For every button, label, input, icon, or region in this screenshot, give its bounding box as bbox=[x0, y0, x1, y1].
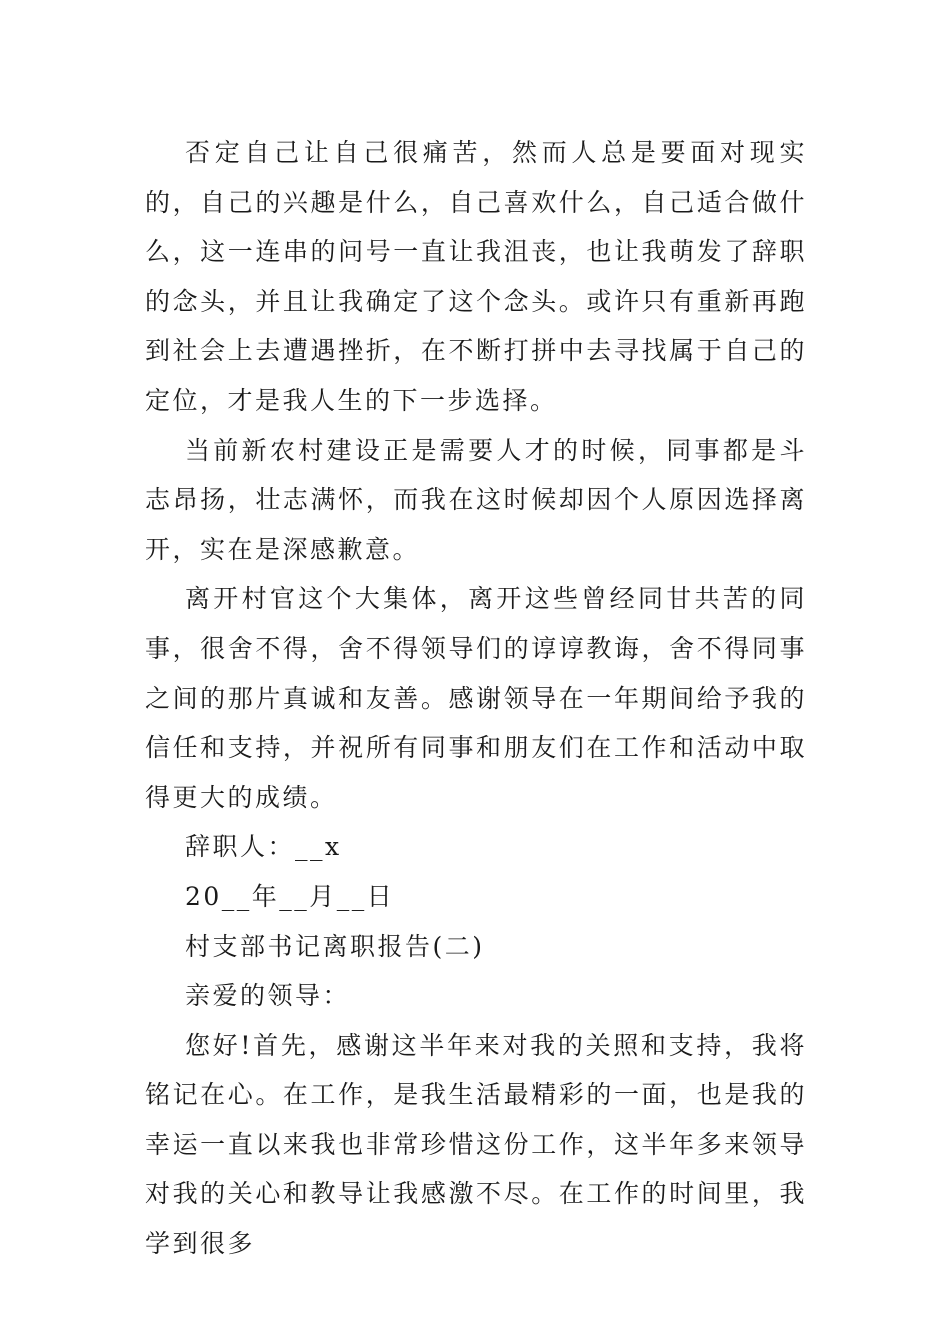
salutation: 亲爱的领导： bbox=[185, 981, 351, 1011]
paragraph-gratitude: 离开村官这个大集体，离开这些曾经同甘共苦的同事，很舍不得，舍不得领导们的谆谆教诲，舍不得同事之间的那片真诚和友善。感谢领导在一年期间给予我的信任和支持，并祝所有同事和朋友们在工作和活动中取得更大的成绩。 bbox=[145, 584, 807, 812]
document-body bbox=[145, 128, 807, 1269]
paragraph-opening: 您好!首先，感谢这半年来对我的关照和支持，我将铭记在心。在工作，是我生活最精彩的一面，也是我的幸运一直以来我也非常珍惜这份工作，这半年多来领导对我的关心和教导让我感激不尽。在工作的时间里，我学到很多 bbox=[145, 1030, 807, 1259]
section-title: 村支部书记离职报告(二) bbox=[185, 931, 485, 961]
paragraph-self-doubt: 否定自己让自己很痛苦，然而人总是要面对现实的，自己的兴趣是什么，自己喜欢什么，自己适合做什么，这一连串的问号一直让我沮丧，也让我萌发了辞职的念头，并且让我确定了这个念头。或许只有重新再跑到社会上去遭遇挫折，在不断打拼中去寻找属于自己的定位，才是我人生的下一步选择。 bbox=[145, 138, 807, 415]
date-line: 20__年__月__日 bbox=[185, 881, 395, 911]
paragraph-apology: 当前新农村建设正是需要人才的时候，同事都是斗志昂扬，壮志满怀，而我在这时候却因个人原因选择离开，实在是深感歉意。 bbox=[145, 435, 807, 564]
signature-line: 辞职人：__x bbox=[185, 832, 342, 862]
